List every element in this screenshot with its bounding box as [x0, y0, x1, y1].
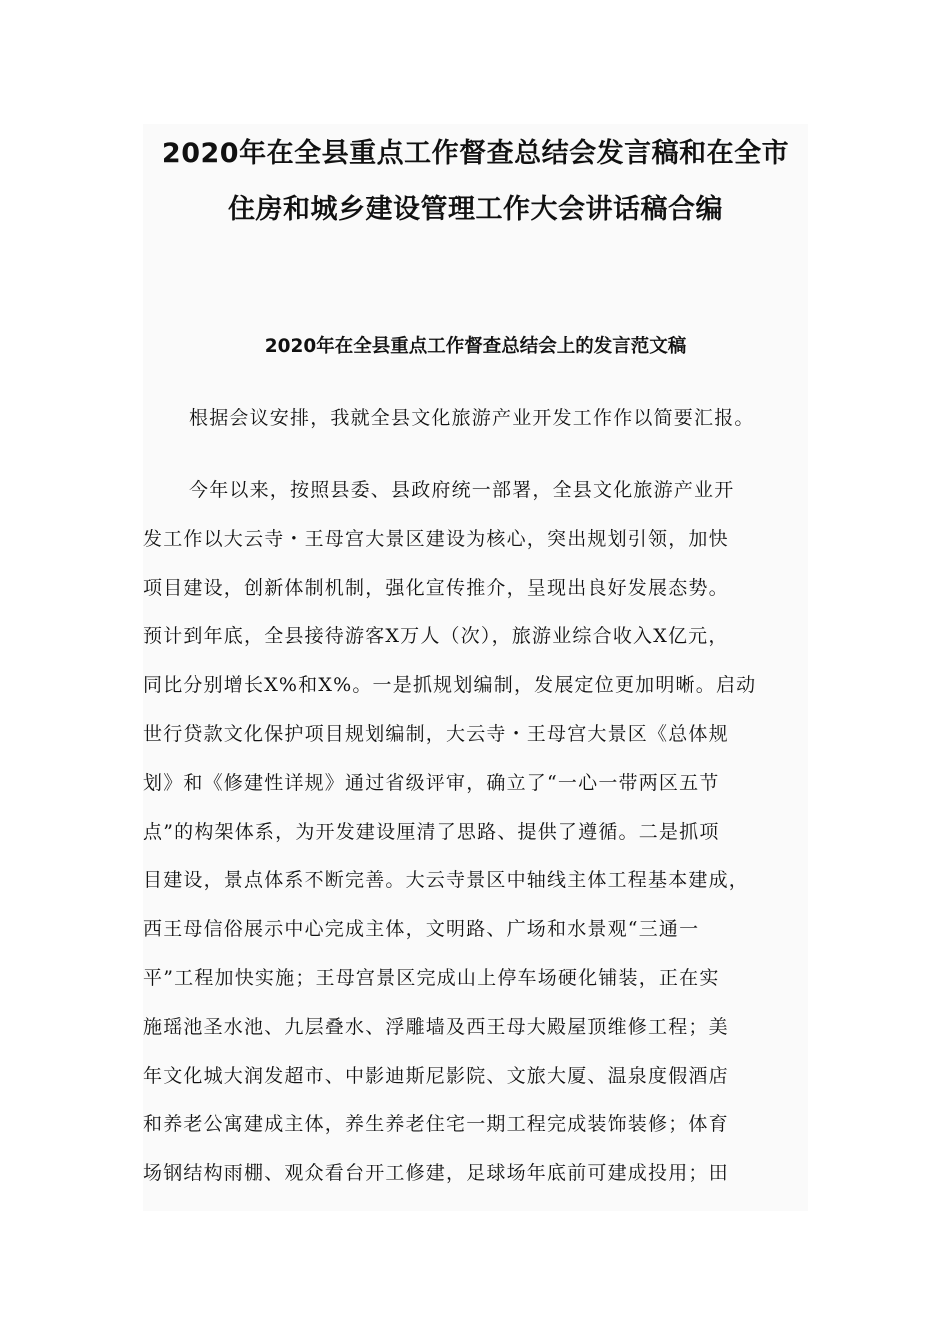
paragraph-line: 划》和《修建性详规》通过省级评审，确立了“一心一带两区五节	[143, 771, 720, 794]
paragraph-line: 项目建设，创新体制机制，强化宣传推介，呈现出良好发展态势。	[143, 576, 729, 599]
paragraph-line: 平”工程加快实施；王母宫景区完成山上停车场硬化铺装，正在实	[143, 966, 720, 989]
document-title	[143, 126, 808, 238]
paragraph-line: 同比分别增长X%和X%。一是抓规划编制，发展定位更加明晰。启动	[143, 674, 757, 697]
paragraph-line: 场钢结构雨棚、观众看台开工修建，足球场年底前可建成投用；田	[143, 1162, 729, 1185]
paragraph-line: 年文化城大润发超市、中影迪斯尼影院、文旅大厦、温泉度假酒店	[143, 1064, 729, 1087]
paragraph-line: 和养老公寓建成主体，养生养老住宅一期工程完成装饰装修；体育	[143, 1113, 729, 1136]
paragraph-body	[143, 466, 808, 1198]
paragraph-line: 发工作以大云寺・王母宫大景区建设为核心，突出规划引领，加快	[143, 527, 729, 550]
paragraph-line: 西王母信俗展示中心完成主体，文明路、广场和水景观“三通一	[143, 918, 700, 941]
paragraph-line: 今年以来，按照县委、县政府统一部署，全县文化旅游产业开	[189, 479, 735, 501]
paragraph-line: 世行贷款文化保护项目规划编制，大云寺・王母宫大景区《总体规	[143, 722, 729, 745]
section-title: 2020年在全县重点工作督查总结会上的发言范文稿	[264, 336, 687, 357]
paragraph-line: 施瑶池圣水池、九层叠水、浮雕墙及西王母大殿屋顶维修工程；美	[143, 1015, 729, 1038]
document-title-line: 住房和城乡建设管理工作大会讲话稿合编	[228, 194, 723, 225]
paragraph-intro	[143, 394, 808, 443]
paragraph-line: 点”的构架体系，为开发建设厘清了思路、提供了遵循。二是抓项	[143, 820, 720, 843]
paragraph-line: 目建设，景点体系不断完善。大云寺景区中轴线主体工程基本建成，	[143, 869, 750, 892]
paragraph-line: 预计到年底，全县接待游客X万人（次），旅游业综合收入X亿元，	[143, 625, 729, 648]
document-title-line: 2020年在全县重点工作督查总结会发言稿和在全市	[161, 138, 790, 169]
paragraph-line: 根据会议安排，我就全县文化旅游产业开发工作作以简要汇报。	[189, 407, 755, 429]
